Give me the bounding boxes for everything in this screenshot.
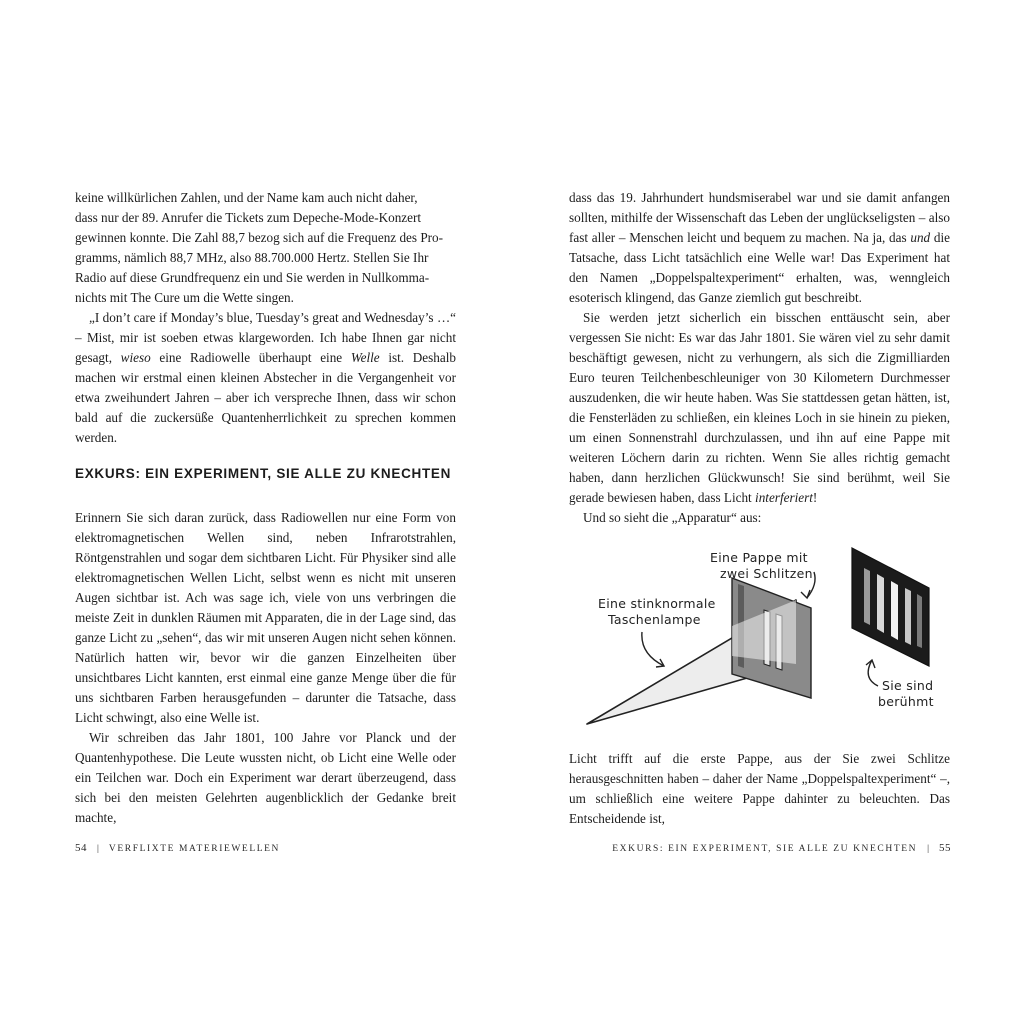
paragraph-3: Erinnern Sie sich daran zurück, dass Radiowellen nur eine Form von elektromagnetischen Wellen sind, neben Infrarotstrahlen, Röntgenstrahlen und sogar dem sichtbaren Licht. Für Physiker sind alle elektromagnetischen Wellen Licht, selbst wenn es nicht mit unseren Augen sichtbar ist. Ach was sage ich, viele von uns verbringen die meiste Zeit in dunklen Räumen mit Apparaten, die in der Lage sind, das ganze Licht zu „sehen“, das wir mit unseren Augen nicht sehen können. Natürlich hatten wir, bevor wir die ganzen Einzelheiten über unsichtbares Licht kannten, erst einmal eine ganze Menge über die für uns sichtbaren Farben herausgefunden – darunter die Tatsache, dass Licht schwingt, also eine Welle ist. [75,510,456,725]
text-run: Sie werden jetzt sicherlich ein bisschen enttäuscht sein, aber vergessen Sie nicht: Es war das Jahr 1801. Sie wären viel zu sehr damit beschäftigt gewesen, nicht zu verhungern, als sich die Zigmilliarden Euro teuren Teilchenbeschleuniger von 30 Kilometern Durchmesser auszudenken, die wir heute haben. Was Sie stattdessen getan hätten, ist, die Fensterläden zu schließen, ein kleines Loch in sie hinein zu pieken, um einen Sonnenstrahl durchzulassen, und ihn auf eine Pappe mit weiteren Löchern darin zu richten. Wenn Sie alles richtig gemacht haben, dann herzlichen Glückwunsch! Sie sind berühmt, weil Sie gerade bewiesen haben, dass Licht [569,310,950,505]
running-title: VERFLIXTE MATERIEWELLEN [108,844,281,854]
paragraph-3: Und so sieht die „Apparatur“ aus: [583,510,762,525]
text-run: eine Radiowelle überhaupt eine [150,350,351,365]
text-run: die Tatsache, dass Licht tatsächlich eine Welle war! Das Experiment hat den Namen „Doppelspaltexperiment“ erhalten, was, wenngleich esoterisch klingend, das Ganze ziemlich gut beschreibt. [569,230,950,305]
right-page [512,0,1024,1024]
fringe [891,581,898,640]
label-screen-line-2: berühmt [878,694,934,709]
footer-divider: | [97,844,99,854]
right-top-text [569,188,950,528]
paragraph-1 [569,188,950,308]
footer-divider: | [927,844,929,854]
running-title: EXKURS: EIN EXPERIMENT, SIE ALLE ZU KNECHTEN [612,844,918,854]
text-run: ! [812,490,818,505]
label-card-line-2: zwei Schlitzen [720,566,813,581]
fringe [905,588,911,645]
text-line: Radio auf diese Grundfrequenz ein und Sie werden in Nullkomma- [75,270,430,285]
emphasis: interferiert [755,490,813,505]
page-number: 55 [939,842,951,854]
emphasis: und [910,230,931,245]
text-line: keine willkürlichen Zahlen, und der Name kam auch nicht daher, [75,190,418,205]
fringe [877,574,884,633]
fringe [917,594,922,648]
text-line: gramms, nämlich 88,7 MHz, also 88.700.000 Hertz. Stellen Sie Ihr [75,250,429,265]
paragraph-1 [75,188,456,308]
paragraph-2 [75,308,456,448]
footer-right [612,842,951,854]
section-heading: EXKURS: EIN EXPERIMENT, SIE ALLE ZU KNECHTEN [75,466,452,481]
label-card-line-1: Eine Pappe mit [710,550,808,565]
label-lamp-line-1: Eine stinknormale [598,596,716,611]
text-line: dass nur der 89. Anrufer die Tickets zum Depeche-Mode-Konzert [75,210,422,225]
page-number: 54 [75,842,87,854]
text-run: dass das 19. Jahrhundert hundsmiserabel war und sie damit anfangen sollten, mithilfe der Wissenschaft das Leben der unglückseligsten – also fast aller – Menschen leicht und bequem zu machen. Na ja, das [569,190,950,245]
text-line: gewinnen konnte. Die Zahl 88,7 bezog sich auf die Frequenz des Pro- [75,230,444,245]
right-bottom-text [569,749,950,829]
emphasis: Welle [350,350,380,365]
label-lamp-line-2: Taschenlampe [608,612,701,627]
footer-left [75,842,280,854]
text-line: nichts mit The Cure um die Wette singen. [75,290,294,305]
emphasis: wieso [120,350,151,365]
paragraph-4: Licht trifft auf die erste Pappe, aus der Sie zwei Schlitze herausgeschnitten haben – daher der Name „Doppelspaltexperiment“ –, um schließlich eine weitere Pappe dahinter zu beleuchten. Das Entscheidende ist, [569,751,950,826]
text-run: „I don’t care if Monday’s blue, Tuesday’s great and Wednesday’s …“ – Mist, mir ist soeben etwas klargeworden. Ich habe Ihnen gar nicht gesagt, [75,310,456,365]
left-bottom-text [75,508,456,828]
double-slit-illustration [582,538,942,738]
arrowhead-lamp [656,659,664,667]
paragraph-4: Wir schreiben das Jahr 1801, 100 Jahre vor Planck und der Quantenhypothese. Die Leute wussten nicht, ob Licht eine Welle oder ein Teilchen war. Doch ein Experiment war derart überzeugend, dass sich bei den meisten Gelehrten augenblicklich der Gedanke breit machte, [75,730,456,825]
fringe [864,568,870,625]
label-screen-line-1: Sie sind [882,678,934,693]
paragraph-2 [569,308,950,508]
left-top-text [75,188,456,448]
text-run: ist. Deshalb machen wir erstmal einen kleinen Abstecher in die Vergangenheit vor etwa zweihundert Jahren – aber ich verspreche Ihnen, dass wir schon bald auf die zuckersüße Quantenherrlichkeit zu sprechen kommen werden. [75,350,456,445]
